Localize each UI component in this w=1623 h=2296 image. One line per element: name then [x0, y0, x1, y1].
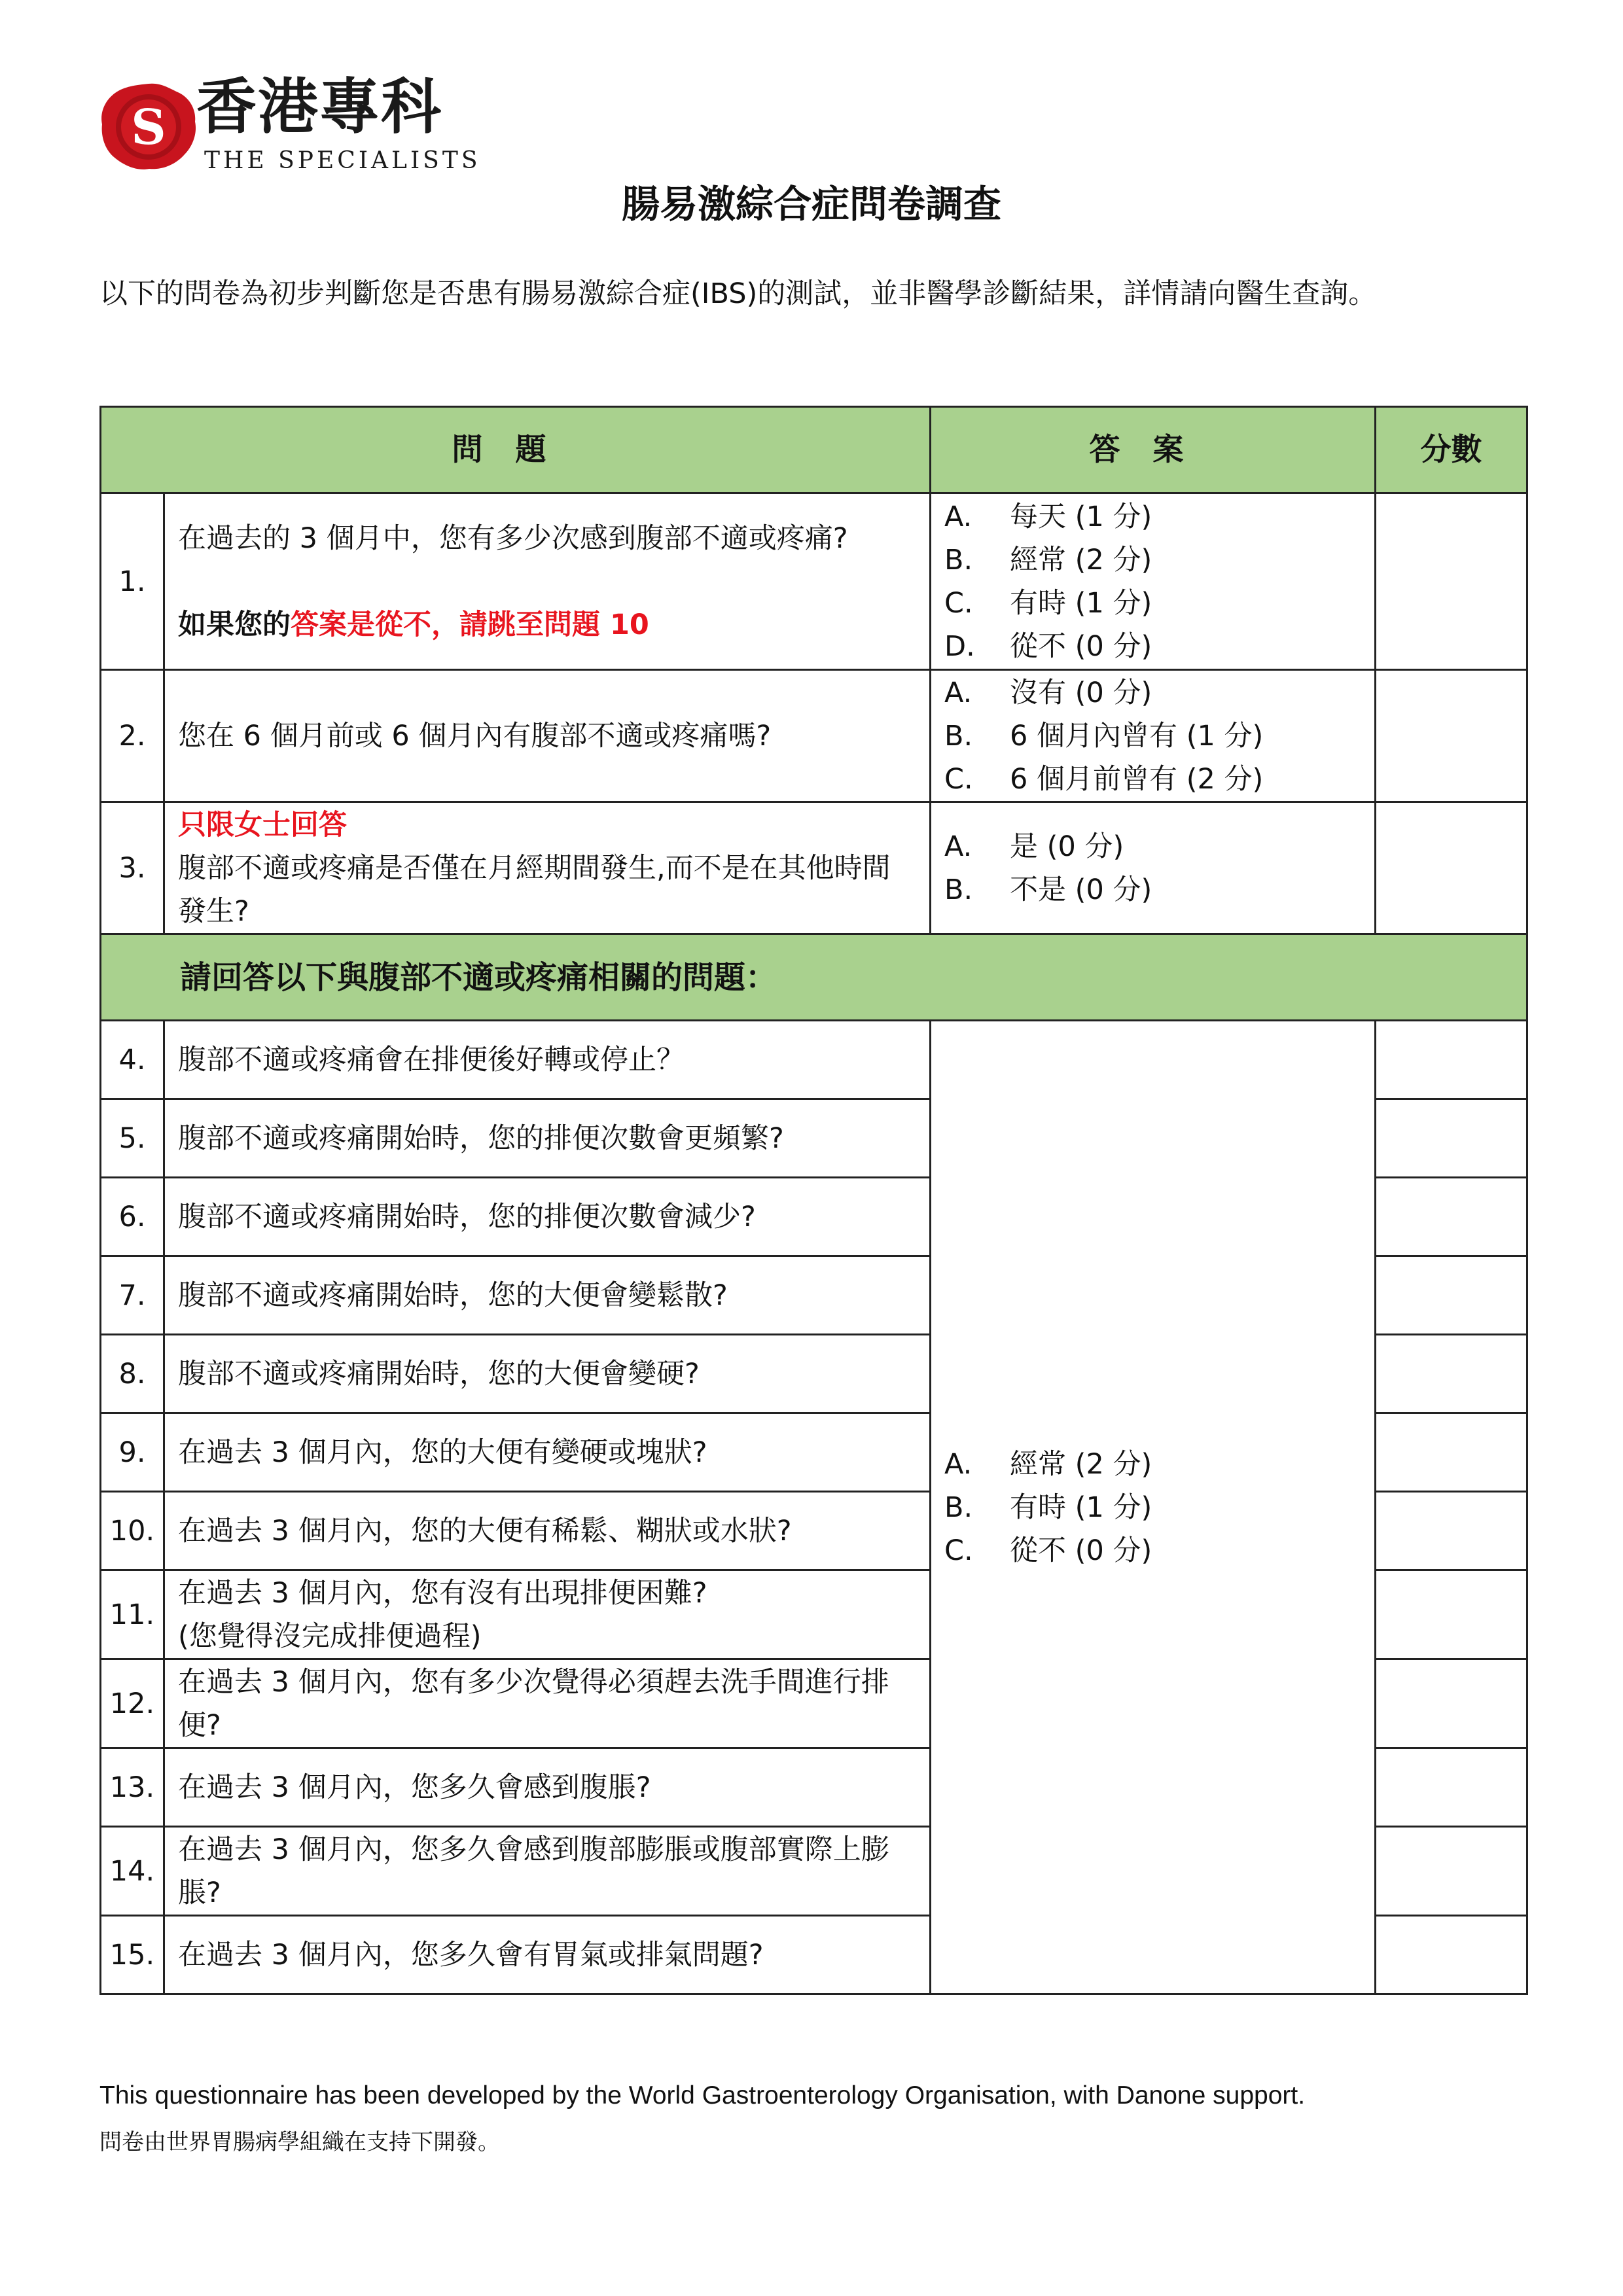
answer-option[interactable]: A. 沒有 (0 分)	[944, 676, 1152, 709]
question-number: 6.	[101, 1178, 164, 1256]
question-number: 14.	[101, 1827, 164, 1916]
question-number: 7.	[101, 1256, 164, 1335]
question-number: 13.	[101, 1748, 164, 1827]
answer-options	[931, 802, 1376, 934]
score-cell[interactable]	[1376, 1570, 1527, 1659]
score-cell[interactable]	[1376, 802, 1527, 934]
question-text-cell	[164, 802, 931, 934]
answer-option[interactable]: B. 不是 (0 分)	[944, 873, 1152, 906]
answer-option[interactable]: B. 6 個月內曾有 (1 分)	[944, 719, 1264, 752]
table-header-row	[101, 407, 1527, 493]
answer-option[interactable]: C. 從不 (0 分)	[944, 1534, 1152, 1567]
question-text: 在過去 3 個月內，您有沒有出現排便困難?	[178, 1576, 707, 1610]
question-number: 9.	[101, 1413, 164, 1492]
footer-chinese: 問卷由世界胃腸病學組織在支持下開發。	[99, 2129, 500, 2155]
answer-option[interactable]: B. 有時 (1 分)	[944, 1491, 1152, 1524]
question-text: 您在 6 個月前或 6 個月內有腹部不適或疼痛嗎?	[164, 670, 931, 802]
question-text: 在過去 3 個月內，您的大便有變硬或塊狀?	[164, 1413, 931, 1492]
question-number: 15.	[101, 1916, 164, 1994]
skip-note: 答案是從不，請跳至問題 10	[291, 608, 649, 641]
question-text: 腹部不適或疼痛會在排便後好轉或停止？	[164, 1021, 931, 1099]
table-row	[101, 493, 1527, 670]
question-text: 腹部不適或疼痛開始時，您的大便會變鬆散?	[164, 1256, 931, 1335]
answer-column-header: 答案	[931, 407, 1376, 493]
questionnaire-table	[99, 406, 1528, 1995]
question-text-cell	[164, 493, 931, 670]
shared-answer-options	[931, 1021, 1376, 1994]
question-text: 在過去 3 個月內，您多久會感到腹部膨脹或腹部實際上膨脹?	[164, 1827, 931, 1916]
question-number: 12.	[101, 1659, 164, 1748]
question-text: 在過去 3 個月內，您多久會感到腹脹?	[164, 1748, 931, 1827]
brand-logo	[99, 65, 481, 183]
score-cell[interactable]	[1376, 1256, 1527, 1335]
question-number: 2.	[101, 670, 164, 802]
score-cell[interactable]	[1376, 1492, 1527, 1570]
score-cell[interactable]	[1376, 493, 1527, 670]
score-cell[interactable]	[1376, 1178, 1527, 1256]
seal-letter: S	[131, 99, 166, 156]
score-cell[interactable]	[1376, 1021, 1527, 1099]
question-text: 腹部不適或疼痛開始時，您的排便次數會減少?	[164, 1178, 931, 1256]
question-text: 在過去 3 個月內，您有多少次覺得必須趕去洗手間進行排便?	[164, 1659, 931, 1748]
table-row	[101, 1021, 1527, 1099]
score-cell[interactable]	[1376, 1335, 1527, 1413]
table-row	[101, 802, 1527, 934]
wax-seal-icon	[99, 81, 198, 173]
question-text: 在過去 3 個月內，您多久會有胃氣或排氣問題?	[164, 1916, 931, 1994]
answer-option[interactable]: C. 6 個月前曾有 (2 分)	[944, 762, 1264, 796]
score-cell[interactable]	[1376, 1659, 1527, 1748]
section-header-row	[101, 934, 1527, 1021]
question-text-cell	[164, 1570, 931, 1659]
answer-options	[931, 493, 1376, 670]
question-number: 3.	[101, 802, 164, 934]
question-text: 在過去的 3 個月中，您有多少次感到腹部不適或疼痛?	[178, 521, 848, 555]
answer-option[interactable]: A. 經常 (2 分)	[944, 1447, 1152, 1481]
question-number: 8.	[101, 1335, 164, 1413]
score-cell[interactable]	[1376, 1099, 1527, 1178]
intro-paragraph: 以下的問卷為初步判斷您是否患有腸易激綜合症(IBS)的測試，並非醫學診斷結果，詳情請向醫生查詢。	[99, 277, 1377, 310]
answer-option[interactable]: D. 從不 (0 分)	[944, 629, 1152, 663]
answer-options	[931, 670, 1376, 802]
answer-option[interactable]: A. 每天 (1 分)	[944, 500, 1152, 533]
score-cell[interactable]	[1376, 1827, 1527, 1916]
page-title: 腸易激綜合症問卷調查	[621, 182, 1001, 226]
logo-english-text: THE SPECIALISTS	[204, 147, 481, 174]
question-number: 5.	[101, 1099, 164, 1178]
question-column-header: 問題	[101, 407, 931, 493]
question-number: 10.	[101, 1492, 164, 1570]
answer-option[interactable]: C. 有時 (1 分)	[944, 586, 1152, 620]
score-cell[interactable]	[1376, 1413, 1527, 1492]
footer-english: This questionnaire has been developed by the World Gastroenterology Organisation, with Danone support.	[99, 2081, 1306, 2110]
score-cell[interactable]	[1376, 1748, 1527, 1827]
question-text: 腹部不適或疼痛是否僅在月經期間發生,而不是在其他時間發生?	[178, 851, 891, 928]
question-number: 11.	[101, 1570, 164, 1659]
table-row	[101, 670, 1527, 802]
question-text: 腹部不適或疼痛開始時，您的大便會變硬?	[164, 1335, 931, 1413]
score-cell[interactable]	[1376, 670, 1527, 802]
section-header: 請回答以下與腹部不適或疼痛相關的問題：	[101, 934, 1527, 1021]
answer-option[interactable]: A. 是 (0 分)	[944, 830, 1124, 863]
answer-option[interactable]: B. 經常 (2 分)	[944, 543, 1152, 576]
skip-note-prefix: 如果您的	[178, 608, 291, 641]
question-note: (您覺得沒完成排便過程)	[178, 1619, 482, 1653]
question-text: 腹部不適或疼痛開始時，您的排便次數會更頻繁?	[164, 1099, 931, 1178]
question-number: 1.	[101, 493, 164, 670]
women-only-label: 只限女士回答	[178, 808, 347, 841]
score-column-header: 分數	[1376, 407, 1527, 493]
question-text: 在過去 3 個月內，您的大便有稀鬆、糊狀或水狀?	[164, 1492, 931, 1570]
logo-chinese-text: 香港專科	[196, 71, 443, 142]
score-cell[interactable]	[1376, 1916, 1527, 1994]
question-number: 4.	[101, 1021, 164, 1099]
